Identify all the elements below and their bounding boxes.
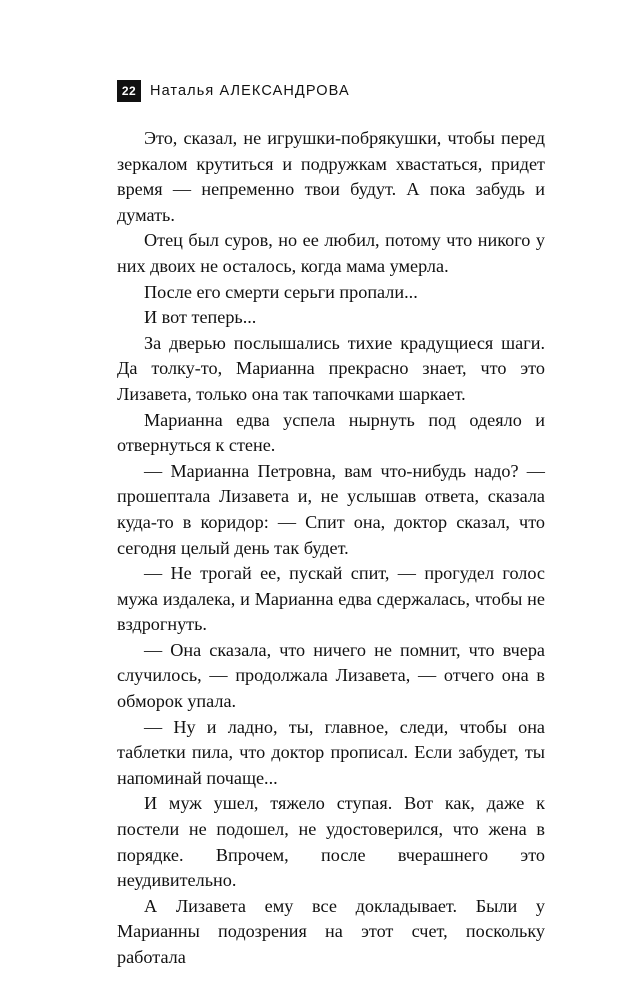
paragraph: Это, сказал, не игрушки-побрякушки, чтобы перед зеркалом крутиться и подружкам хвастаться, придет время — непременно твои будут. А пока забудь и думать. bbox=[117, 128, 545, 225]
paragraph: А Лизавета ему все докладывает. Были у Марианны подозрения на этот счет, поскольку работала bbox=[117, 895, 545, 967]
author-name: Наталья АЛЕКСАНДРОВА bbox=[150, 83, 350, 99]
paragraph: После его смерти серьги пропали... bbox=[144, 281, 418, 302]
paragraph: И вот теперь... bbox=[144, 307, 257, 328]
paragraph: Отец был суров, но ее любил, потому что никого у них двоих не осталось, когда мама умерла. bbox=[117, 230, 545, 276]
paragraph: За дверью послышались тихие крадущиеся шаги. Да толку-то, Марианна прекрасно знает, что это Лизавета, только она так тапочками шаркает. bbox=[117, 332, 545, 404]
paragraph: — Она сказала, что ничего не помнит, что вчера случилось, — продолжала Лизавета, — отчего она в обморок упала. bbox=[117, 639, 545, 712]
page-number: 22 bbox=[117, 80, 141, 102]
paragraph: Марианна едва успела нырнуть под одеяло и отвернуться к стене. bbox=[117, 409, 545, 456]
paragraph: — Ну и ладно, ты, главное, следи, чтобы она таблетки пила, что доктор прописал. Если забудет, ты напоминай почаще... bbox=[117, 716, 545, 788]
paragraph: И муж ушел, тяжело ступая. Вот как, даже к постели не подошел, не удостоверился, что жена в порядке. Впрочем, после вчерашнего это неудивительно. bbox=[117, 793, 545, 891]
body-text bbox=[117, 126, 545, 971]
paragraph: — Марианна Петровна, вам что-нибудь надо? — прошептала Лизавета и, не услышав ответа, сказала куда-то в коридор: — Спит она, доктор сказал, что сегодня целый день так будет. bbox=[117, 460, 545, 558]
paragraph: — Не трогай ее, пускай спит, — прогудел голос мужа издалека, и Марианна едва сдержалась, чтобы не вздрогнуть. bbox=[117, 563, 545, 635]
running-header bbox=[117, 79, 350, 103]
